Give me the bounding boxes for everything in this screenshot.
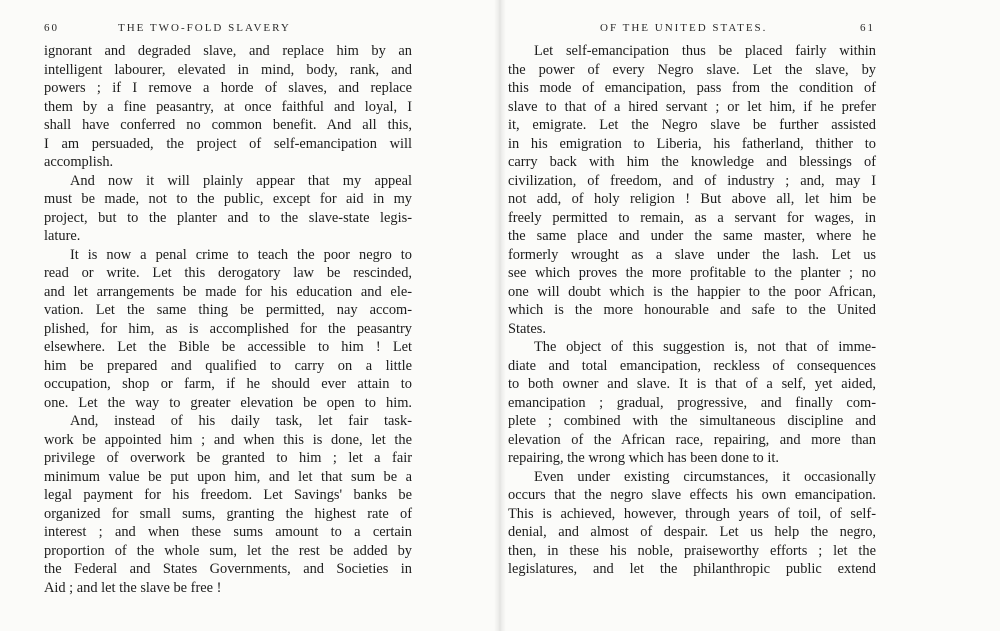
left-page-number: 60 xyxy=(44,22,59,34)
text-line: occupation, shop or farm, if he should ever attain to xyxy=(44,376,412,392)
text-line: The object of this suggestion is, not that of imme- xyxy=(534,339,876,355)
text-line: one. Let the way to greater elevation be open to him. xyxy=(44,394,412,411)
text-line: which is the more honourable and safe to the United xyxy=(508,302,876,318)
right-page xyxy=(500,0,1000,631)
text-line: read or write. Let this derogatory law be rescinded, xyxy=(44,265,412,281)
right-page-number: 61 xyxy=(860,22,875,34)
text-line: emancipation ; gradual, progressive, and finally com- xyxy=(508,394,876,411)
text-line: not add, of holy religion ! But above all, let him be xyxy=(508,191,876,207)
left-running-title: THE TWO-FOLD SLAVERY xyxy=(118,22,291,34)
text-line: project, but to the planter and to the slave-state legis- xyxy=(44,209,412,226)
text-line: organized for small sums, granting the highest rate of xyxy=(44,505,412,522)
left-page-text xyxy=(44,42,412,597)
text-line: legislatures, and let the philanthropic public extend xyxy=(508,561,876,577)
text-line: then, in these his noble, praiseworthy efforts ; let the xyxy=(508,542,876,559)
text-line: them by a fine peasantry, at once faithful and loyal, I xyxy=(44,98,412,115)
text-line: proportion of the whole sum, let the rest be added by xyxy=(44,542,412,559)
text-line: him be prepared and qualified to carry on a little xyxy=(44,357,412,374)
text-line: Let self-emancipation thus be placed fairly within xyxy=(534,43,876,59)
text-line: the power of every Negro slave. Let the slave, by xyxy=(508,61,876,78)
text-line: and let arrangements be made for his education and ele- xyxy=(44,283,412,300)
text-line: must be made, not to the public, except for aid in my xyxy=(44,191,412,207)
text-line: it, emigrate. Let the Negro slave be further assisted xyxy=(508,117,876,133)
text-line: lature. xyxy=(44,228,81,244)
text-line: this mode of emancipation, pass from the condition of xyxy=(508,80,876,96)
text-line: It is now a penal crime to teach the poor negro to xyxy=(70,246,412,263)
right-running-title: OF THE UNITED STATES. xyxy=(600,22,768,34)
text-line: This is achieved, however, through years of toil, of self- xyxy=(508,505,876,522)
text-line: denial, and almost of despair. Let us help the negro, xyxy=(508,524,876,540)
text-line: legal payment for his freedom. Let Savings' banks be xyxy=(44,487,412,503)
text-line: Even under existing circumstances, it occasionally xyxy=(534,468,876,485)
text-line: occurs that the negro slave effects his own emancipation. xyxy=(508,487,876,503)
text-line: States. xyxy=(508,320,546,337)
text-line: formerly wrought as a slave under the lash. Let us xyxy=(508,246,876,263)
text-line: slave to that of a hired servant ; or let him, if he prefer xyxy=(508,98,876,115)
text-line: I am persuaded, the project of self-emancipation will xyxy=(44,135,412,152)
right-page-text xyxy=(508,42,876,579)
text-line: work be appointed him ; and when this is done, let the xyxy=(44,431,412,448)
text-line: plished, for him, as is accomplished for the peasantry xyxy=(44,320,412,337)
text-line: elsewhere. Let the Bible be accessible to him ! Let xyxy=(44,339,412,355)
text-line: powers ; if I remove a horde of slaves, and replace xyxy=(44,80,412,96)
text-line: elevation of the African race, repairing, and more than xyxy=(508,431,876,448)
text-line: privilege of overwork be granted to him ; let a fair xyxy=(44,450,412,466)
text-line: minimum value be put upon him, and let that sum be a xyxy=(44,468,412,485)
text-line: to both owner and slave. It is that of a self, yet aided, xyxy=(508,376,876,392)
text-line: diate and total emancipation, reckless of consequences xyxy=(508,357,876,374)
text-line: the same place and under the same master, where he xyxy=(508,228,876,244)
text-line: accomplish. xyxy=(44,154,114,170)
text-line: And, instead of his daily task, let fair task- xyxy=(70,413,412,429)
text-line: the Federal and States Governments, and Societies in xyxy=(44,561,412,577)
text-line: interest ; and when these sums amount to a certain xyxy=(44,524,412,540)
text-line: Aid ; and let the slave be free ! xyxy=(44,579,222,596)
text-line: And now it will plainly appear that my appeal xyxy=(70,172,412,189)
text-line: one will doubt which is the happier to the poor African, xyxy=(508,283,876,300)
text-line: in his emigration to Liberia, his fatherland, thither to xyxy=(508,135,876,152)
text-line: intelligent labourer, elevated in mind, body, rank, and xyxy=(44,61,412,78)
text-line: carry back with him the knowledge and blessings of xyxy=(508,154,876,170)
text-line: repairing, the wrong which has been done to it. xyxy=(508,450,779,466)
text-line: see which proves the more profitable to the planter ; no xyxy=(508,265,876,281)
text-line: plete ; combined with the simultaneous discipline and xyxy=(508,413,876,429)
text-line: civilization, of freedom, and of industry ; and, may I xyxy=(508,172,876,189)
text-line: ignorant and degraded slave, and replace him by an xyxy=(44,43,412,59)
text-line: freely permitted to remain, as a servant for wages, in xyxy=(508,209,876,226)
text-line: vation. Let the same thing be permitted, nay accom- xyxy=(44,302,412,318)
text-line: shall have conferred no common benefit. And all this, xyxy=(44,117,412,133)
